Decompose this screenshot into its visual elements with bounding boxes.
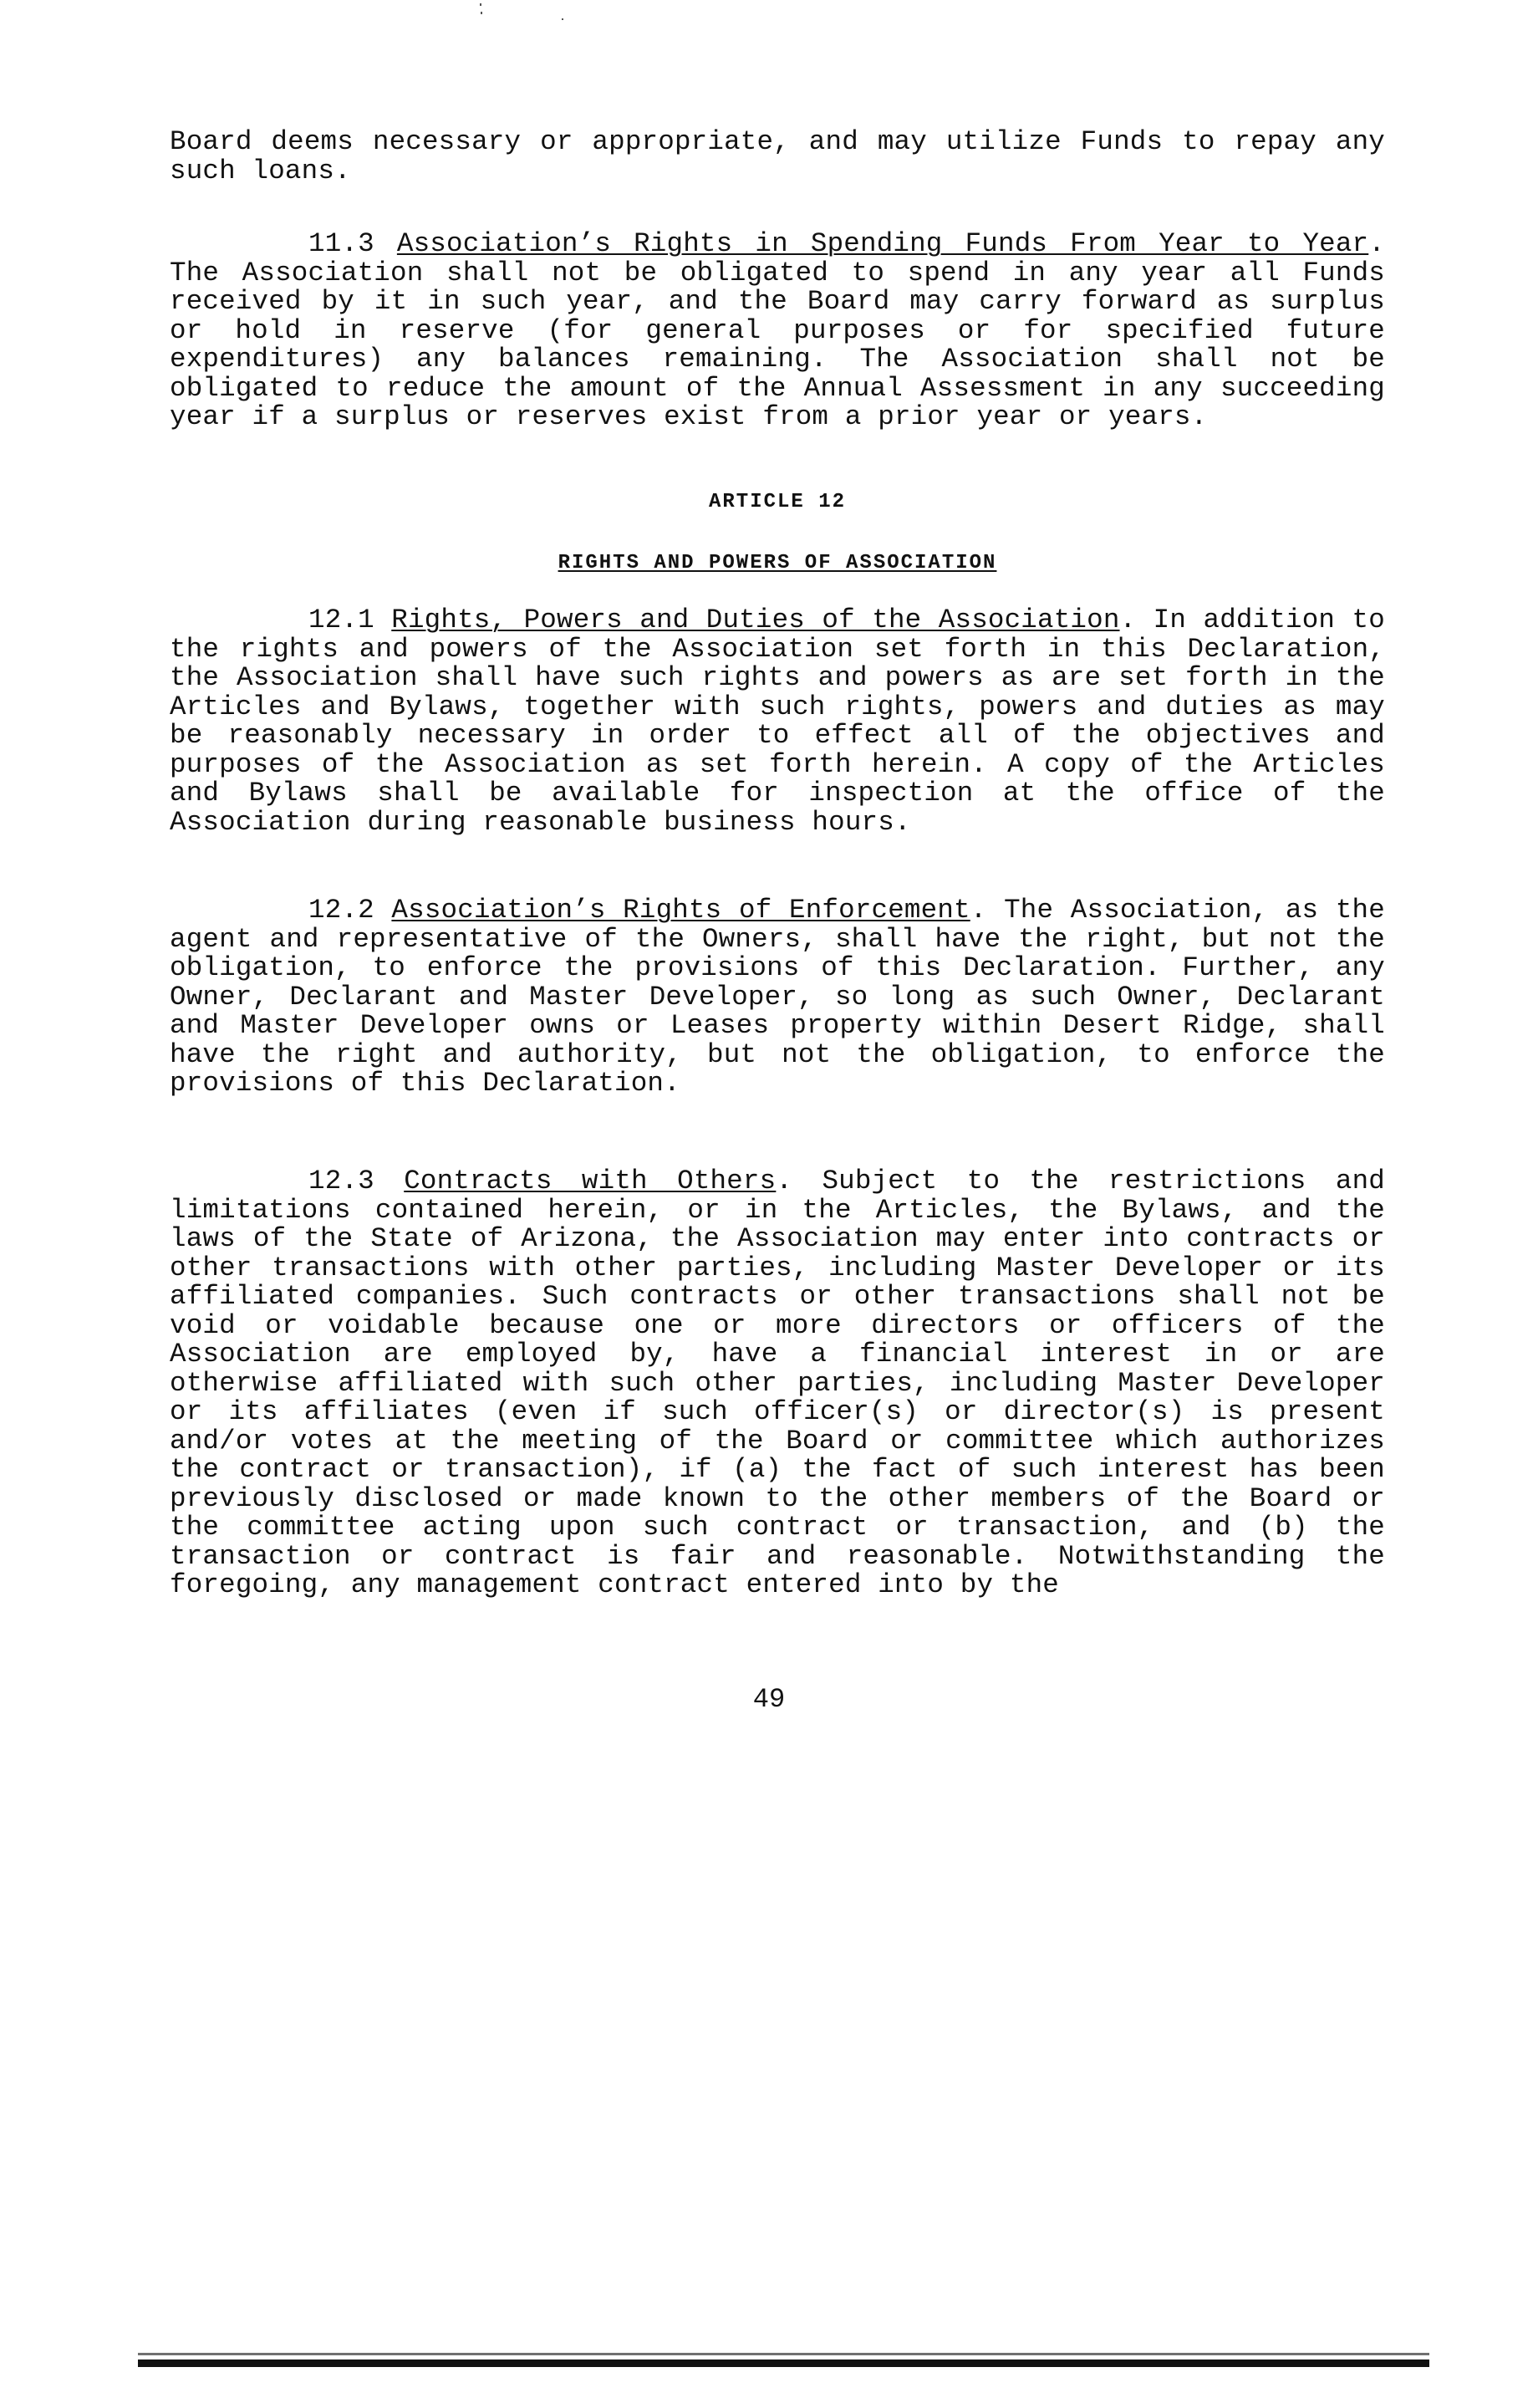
section-number: 12.2 bbox=[308, 895, 392, 926]
section-number: 11.3 bbox=[308, 228, 397, 259]
section-number: 12.1 bbox=[308, 605, 392, 635]
section-title-end: . bbox=[776, 1166, 793, 1196]
section-body: Subject to the restrictions and limitations contained herein, or in the Articles, the Bylaws, and the laws of the State of Arizona, the Association may enter into contracts or other transactions with other parties, including Master Developer or its affiliated companies. Such contracts or other transactions shall not be void or voidable because one or more directors or officers of the Association are employed by, have a financial interest in or are otherwise affiliated with such other parties, including Master Developer or its affiliates (even if such officer(s) or director(s) is present and/or votes at the meeting of the Board or committee which authorizes the contract or transaction), if (a) the fact of such interest has been previously disclosed or made known to the other members of the Board or the committee acting upon such contract or transaction, and (b) the transaction or contract is fair and reasonable. Notwithstanding the foregoing, any management contract entered into by the bbox=[170, 1166, 1385, 1600]
section-title: Association’s Rights in Spending Funds From Year to Year bbox=[396, 228, 1369, 259]
section-title-end: . bbox=[970, 895, 987, 926]
section-12-1 bbox=[170, 606, 1385, 837]
section-12-2 bbox=[170, 896, 1385, 1099]
scan-speck bbox=[480, 3, 481, 6]
scan-speck bbox=[562, 18, 563, 20]
section-body: In addition to the rights and powers of the Association set forth in this Declaration, the Association shall have such rights and powers as are set forth in the Articles and Bylaws, together with such rights, powers and duties as may be reasonably necessary in order to effect all of the objectives and purposes of the Association as set forth herein. A copy of the Articles and Bylaws shall be available for inspection at the office of the Association during reasonable business hours. bbox=[170, 605, 1385, 838]
article-heading: ARTICLE 12 bbox=[708, 491, 847, 513]
section-title: Contracts with Others bbox=[404, 1166, 777, 1196]
scan-edge-line-thin bbox=[138, 2353, 1429, 2355]
section-title: Association’s Rights of Enforcement bbox=[391, 895, 970, 926]
article-title: RIGHTS AND POWERS OF ASSOCIATION bbox=[558, 552, 997, 574]
scan-edge-line-thick bbox=[138, 2360, 1429, 2367]
section-body: The Association, as the agent and representative of the Owners, shall have the right, but not the obligation, to enforce the provisions of this Declaration. Further, any Owner, Declarant and Master Developer, so long as such Owner, Declarant and Master Developer owns or Leases property within Desert Ridge, shall have the right and authority, but not the obligation, to enforce the provisions of this Declaration. bbox=[170, 895, 1385, 1099]
section-number: 12.3 bbox=[308, 1166, 405, 1196]
paragraph-board-deems bbox=[170, 128, 1385, 186]
scan-speck bbox=[481, 12, 482, 14]
section-body: The Association shall not be obligated to spend in any year all Funds received by it in such year, and the Board may carry forward as surplus or hold in reserve (for general purposes or for specified future expenditures) any balances remaining. The Association shall not be obligated to reduce the amount of the Annual Assessment in any succeeding year if a surplus or reserves exist from a prior year or years. bbox=[170, 257, 1385, 432]
section-title-end: . bbox=[1368, 228, 1385, 259]
section-12-3 bbox=[170, 1167, 1385, 1600]
section-title-end: . bbox=[1119, 605, 1137, 635]
page-number: 49 bbox=[752, 1684, 786, 1715]
section-title: Rights, Powers and Duties of the Association bbox=[391, 605, 1120, 635]
section-11-3 bbox=[170, 230, 1385, 432]
paragraph-text: Board deems necessary or appropriate, and may utilize Funds to repay any such loans. bbox=[170, 126, 1385, 186]
